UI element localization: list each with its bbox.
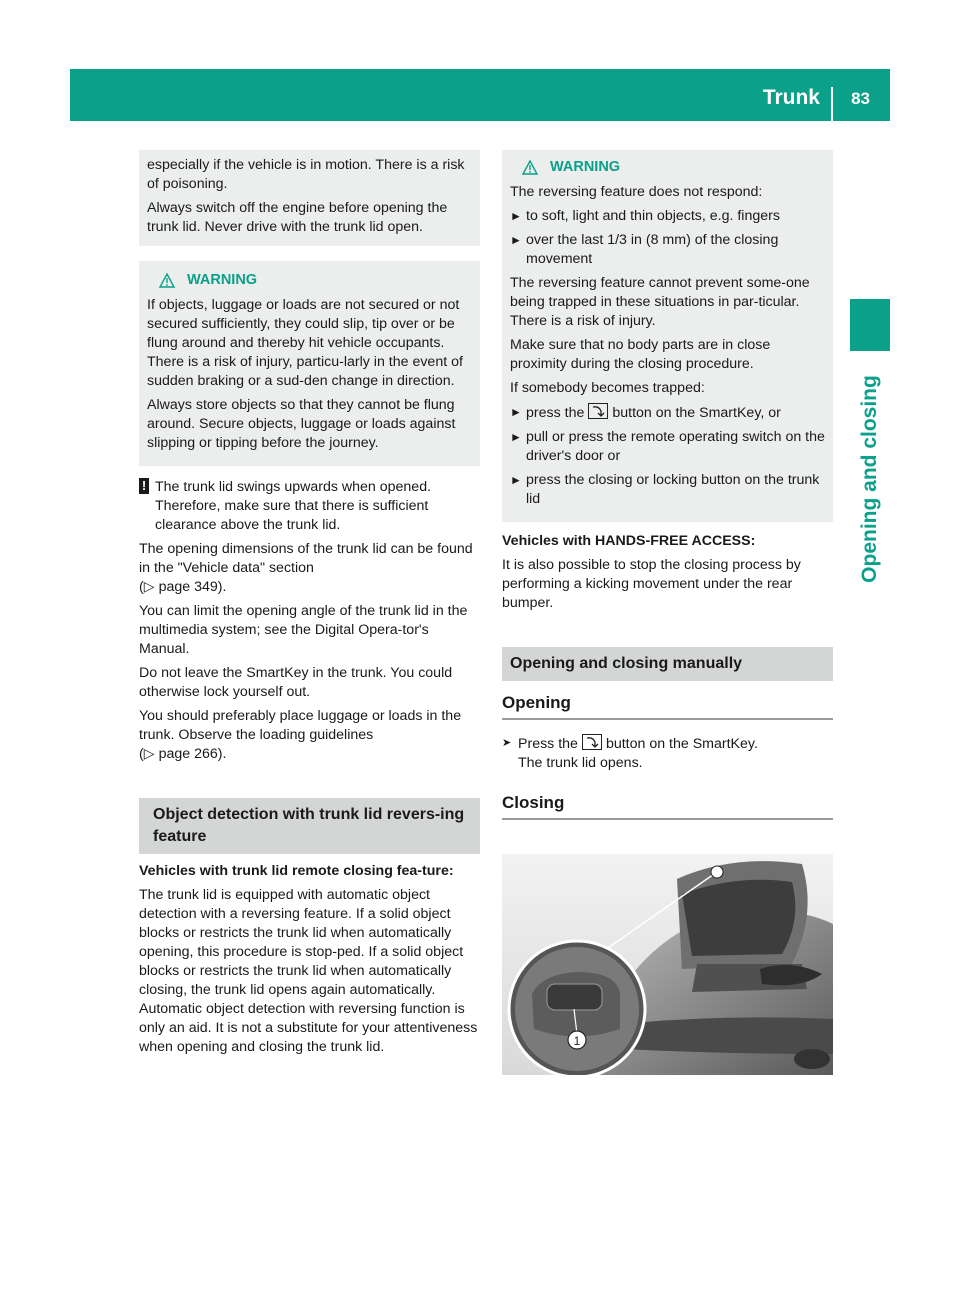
step-text-part: button on the SmartKey. (605, 736, 758, 752)
page-reference[interactable]: (▷ page 349). (139, 579, 227, 595)
trunk-key-icon (588, 403, 608, 419)
bullet-marker-icon: ► (510, 473, 522, 487)
bullet-text: to soft, light and thin objects, e.g. fingers (526, 208, 780, 224)
page-number: 83 (851, 89, 870, 108)
bullet-item (510, 231, 827, 269)
warning-box (139, 261, 480, 466)
subheading: Vehicles with trunk lid remote closing fea-ture: (139, 863, 454, 879)
warning-paragraph: If somebody becomes trapped: (510, 380, 705, 396)
notice-item (139, 478, 480, 535)
chapter-tab-marker (850, 299, 890, 351)
bullet-text: pull or press the remote operating switch on the driver's door or (526, 429, 825, 464)
warning-title: WARNING (187, 272, 258, 288)
warning-paragraph: The reversing feature cannot prevent some-one being trapped in these situations in par-ticular. There is a risk of injury. (510, 275, 810, 329)
step-arrow-icon: ➤ (502, 737, 512, 749)
step-text-part: Press the (518, 736, 578, 752)
subheading: Vehicles with HANDS-FREE ACCESS: (502, 533, 756, 549)
bullet-text: press the closing or locking button on the trunk lid (526, 472, 820, 507)
paragraph: Do not leave the SmartKey in the trunk. You could otherwise lock yourself out. (139, 665, 453, 700)
instruction-step (502, 734, 833, 773)
left-column (139, 150, 480, 1062)
car-rear-illustration (502, 854, 833, 1075)
paragraph: You can limit the opening angle of the trunk lid in the multimedia system; see the Digital Opera-tor's Manual. (139, 603, 468, 657)
right-column (502, 150, 833, 820)
page-reference[interactable]: (▷ page 266). (139, 746, 227, 762)
warning-intro: The reversing feature does not respond: (510, 184, 763, 200)
bullet-marker-icon: ► (510, 233, 522, 247)
bullet-text-part: button on the SmartKey, or (612, 405, 781, 421)
warning-box (502, 150, 833, 522)
bullet-item (510, 428, 827, 466)
bullet-marker-icon: ► (510, 405, 522, 419)
chapter-label: Opening and closing (858, 375, 881, 583)
bullet-marker-icon: ► (510, 209, 522, 223)
body-paragraph: The trunk lid is equipped with automatic object detection with a reversing feature. If a solid object blocks or restricts the trunk lid when automatically opening, this procedure is stop-ped. If a solid object blocks or restricts the trunk lid when automatically closing, the trunk lid opens again automatically. Automatic object detection with reversing function is only an aid. It is not a substitute for your attentiveness when opening and closing the trunk lid. (139, 887, 478, 1055)
section-heading: Object detection with trunk lid revers-ing feature (139, 798, 480, 854)
warning-paragraph: If objects, luggage or loads are not secured or not secured sufficiently, they could slip, tip over or be flung around and thereby hit vehicle occupants. There is a risk of injury, particu-larly in the event of sudden braking or a sud-den change in direction. (147, 297, 463, 389)
warning-title: WARNING (550, 159, 621, 175)
warning-header (147, 271, 474, 290)
bullet-text: over the last 1/3 in (8 mm) of the closing movement (526, 232, 779, 267)
page-title: Trunk (762, 86, 820, 109)
bullet-item (510, 403, 827, 423)
section-heading: Opening and closing manually (502, 647, 833, 681)
bullet-item (510, 207, 827, 226)
warning-paragraph: Make sure that no body parts are in close proximity during the closing procedure. (510, 337, 771, 372)
warning-paragraph: Always store objects so that they cannot be flung around. Secure objects, luggage or loads against slipping or tipping before the journey. (147, 397, 456, 451)
notice-text: The trunk lid swings upwards when opened. Therefore, make sure that there is sufficient clearance above the trunk lid. (155, 479, 432, 533)
body-paragraph: It is also possible to stop the closing process by performing a kicking movement under the rear bumper. (502, 557, 801, 611)
bullet-item (510, 471, 827, 509)
bullet-text-part: press the (526, 405, 585, 421)
paragraph: The opening dimensions of the trunk lid can be found in the "Vehicle data" section (139, 541, 473, 576)
box-paragraph: Always switch off the engine before opening the trunk lid. Never drive with the trunk lid open. (147, 200, 448, 235)
trunk-key-icon (582, 734, 602, 750)
warning-triangle-icon (159, 273, 175, 288)
page-header (70, 69, 890, 121)
paragraph: You should preferably place luggage or loads in the trunk. Observe the loading guidelines (139, 708, 462, 743)
figure-callout-number: 1 (573, 1034, 581, 1048)
trunk-closing-illustration (502, 854, 833, 1075)
header-separator (831, 87, 833, 121)
box-paragraph: especially if the vehicle is in motion. There is a risk of poisoning. (147, 157, 465, 192)
notice-icon: ! (139, 478, 149, 494)
warning-header (510, 158, 827, 177)
warning-triangle-icon (522, 160, 538, 175)
warning-continuation-box (139, 150, 480, 246)
step-result: The trunk lid opens. (518, 755, 643, 771)
opening-heading: Opening (502, 693, 833, 720)
closing-heading: Closing (502, 793, 833, 820)
bullet-marker-icon: ► (510, 430, 522, 444)
